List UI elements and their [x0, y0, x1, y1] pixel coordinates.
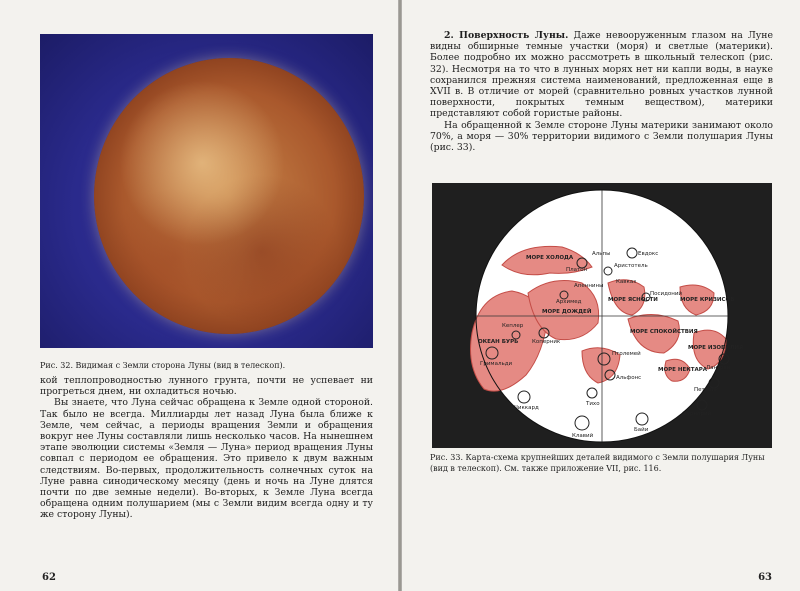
label-ocean-storms: ОКЕАН БУРЬ — [478, 339, 519, 345]
crater-furnerius — [697, 400, 707, 410]
label-sea-crises: МОРЕ КРИЗИСОВ — [680, 297, 735, 303]
label-caucasus: Кавказ — [616, 279, 637, 285]
left-body-text — [40, 375, 373, 521]
label-eudoxus: Евдокс — [638, 251, 659, 257]
label-langrenus: Лангрен — [706, 365, 731, 371]
label-archimedes: Архимед — [556, 299, 582, 305]
label-clavius: Клавий — [572, 433, 594, 439]
label-grimaldi: Гримальди — [480, 361, 513, 367]
label-apennines: Апеннины — [574, 283, 604, 289]
label-furnerius: Фурнерий — [682, 411, 712, 417]
figure-33-caption: Рис. 33. Карта-схема крупнейших деталей видимого с Земли полушария Луны (вид в телескоп). См. также приложение VII, рис. 116. — [430, 453, 765, 473]
label-sea-nectar: МОРЕ НЕКТАРА — [658, 367, 708, 373]
label-kepler: Кеплер — [502, 323, 524, 329]
page-number-left: 62 — [42, 572, 56, 583]
label-bailly: Байи — [634, 427, 649, 433]
label-sea-cold: МОРЕ ХОЛОДА — [526, 255, 574, 261]
right-paragraph-1: 2. Поверхность Луны. Даже невооруженным глазом на Луне видны обширные темные участки (моря) и светлые (материки). Более подробно их можно рассмотреть в школьный телескоп (рис. 32). Несмотря на то что в лунных морях нет ни капли воды, в науке сохранился прежняя система наименований, предложенная еще в XVII в. В отличие от морей (сравнительно ровных участков лунной поверхности, покрытых темным веществом), материки представляют собой гористые районы. — [430, 30, 773, 120]
label-copernicus: Коперник — [532, 339, 561, 345]
moon-map-svg — [432, 183, 772, 448]
right-body-text — [430, 30, 773, 153]
label-plato: Платон — [566, 267, 588, 273]
label-aristotle: Аристотель — [614, 263, 648, 269]
label-alps: Альпы — [592, 251, 611, 257]
moon-photo — [40, 34, 373, 348]
label-alphonsus: Альфонс — [616, 375, 642, 381]
moon-illustration — [94, 58, 364, 334]
label-petavius: Петавий — [694, 387, 719, 393]
left-paragraph-1: кой теплопроводностью лунного грунта, почти не успевает ни прогреться днем, ни охладиться ночью. — [40, 375, 373, 398]
label-sea-clarity: МОРЕ ЯСНОСТИ — [608, 297, 658, 303]
page-number-right: 63 — [758, 572, 772, 583]
label-sea-tranquility: МОРЕ СПОКОЙСТВИЯ — [630, 329, 698, 335]
figure-32-caption: Рис. 32. Видимая с Земли сторона Луны (вид в телескоп). — [40, 361, 286, 370]
left-paragraph-2: Вы знаете, что Луна сейчас обращена к Земле одной стороной. Так было не всегда. Миллиарды лет назад Луна была ближе к Земле, чем сейчас, а периоды вращения Земли и обращения вокруг нее Луны составляли лишь несколько часов. На нынешнем этапе эволюции системы «Земля — Луна» период вращения Луны совпал с периодом ее обращения. Это привело к двум важным следствиям. Во-первых, продолжительность солнечных суток на Луне равна синодическому месяцу (день и ночь на Луне длятся почти по две земные недели). Во-вторых, к Земле Луна всегда обращена одним полушарием (мы с Земли видим всегда одну и ту же сторону Луны). — [40, 397, 373, 521]
label-tycho: Тихо — [586, 401, 600, 407]
label-ptolemy: Птолемей — [612, 351, 641, 357]
left-page — [0, 0, 398, 591]
label-schickard: Шиккард — [512, 405, 539, 411]
label-sea-rains: МОРЕ ДОЖДЕЙ — [542, 309, 592, 315]
right-paragraph-2: На обращенной к Земле стороне Луны материки занимают около 70%, а моря — 30% территории видимого с Земли полушария Луны (рис. 33). — [430, 119, 773, 154]
moon-map — [432, 183, 772, 448]
section-heading: 2. Поверхность Луны. — [444, 30, 569, 41]
right-page — [402, 0, 800, 591]
label-sea-fertility: МОРЕ ИЗОБИЛИЯ — [688, 345, 744, 351]
label-posidonius: Посидоний — [650, 291, 683, 297]
